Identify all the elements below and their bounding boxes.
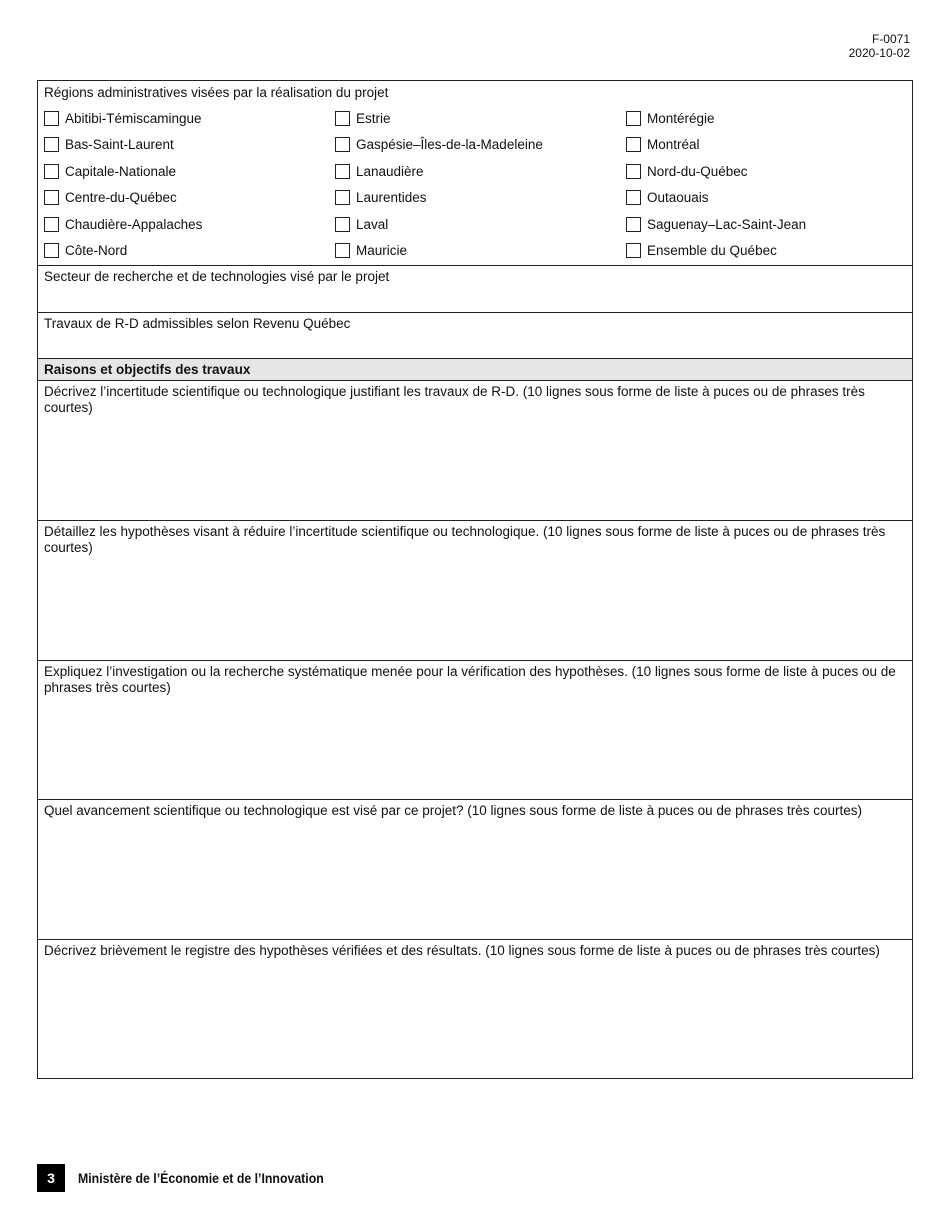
region-checkbox[interactable] [44, 243, 127, 258]
rd-work-label: Travaux de R-D admissibles selon Revenu Québec [44, 316, 351, 331]
sector-label: Secteur de recherche et de technologies visé par le projet [44, 269, 390, 284]
region-label: Abitibi-Témiscamingue [65, 111, 202, 126]
rd-work-field [38, 312, 912, 358]
regions-checkbox-grid [38, 102, 912, 265]
region-checkbox[interactable] [335, 111, 391, 126]
region-label: Laurentides [356, 190, 427, 205]
region-checkbox[interactable] [44, 190, 177, 205]
region-checkbox[interactable] [44, 164, 176, 179]
checkbox-box[interactable] [44, 111, 59, 126]
ministry-name: Ministère de l’Économie et de l’Innovation [78, 1170, 324, 1186]
region-checkbox[interactable] [335, 190, 427, 205]
region-label: Chaudière-Appalaches [65, 217, 203, 232]
checkbox-box[interactable] [626, 137, 641, 152]
form-date: 2020-10-02 [848, 46, 910, 60]
region-checkbox[interactable] [626, 164, 748, 179]
sector-input[interactable] [44, 285, 906, 307]
question-label: Quel avancement scientifique ou technologique est visé par ce projet? (10 lignes sous forme de liste à puces ou de phrases très courtes) [44, 803, 862, 818]
rd-work-input[interactable] [44, 332, 906, 354]
region-checkbox[interactable] [44, 217, 202, 232]
checkbox-box[interactable] [44, 137, 59, 152]
region-checkbox[interactable] [44, 137, 174, 152]
question-label: Décrivez l’incertitude scientifique ou technologique justifiant les travaux de R-D. (10 lignes sous forme de liste à puces ou de phrases très courtes) [44, 384, 865, 415]
checkbox-box[interactable] [335, 111, 350, 126]
region-label: Saguenay–Lac-Saint-Jean [647, 217, 807, 232]
region-label: Bas-Saint-Laurent [65, 137, 174, 152]
checkbox-box[interactable] [626, 217, 641, 232]
region-label: Montréal [647, 137, 700, 152]
question-answer-input[interactable] [44, 416, 906, 512]
section-heading: Raisons et objectifs des travaux [38, 358, 912, 380]
region-checkbox[interactable] [335, 217, 388, 232]
region-label: Gaspésie–Îles-de-la-Madeleine [356, 137, 543, 152]
checkbox-box[interactable] [335, 243, 350, 258]
region-checkbox[interactable] [626, 137, 700, 152]
page-number: 3 [37, 1164, 65, 1192]
question-answer-input[interactable] [44, 819, 906, 931]
checkbox-box[interactable] [626, 243, 641, 258]
region-label: Lanaudière [356, 164, 424, 179]
checkbox-box[interactable] [335, 164, 350, 179]
question-field [38, 520, 912, 660]
question-label: Détaillez les hypothèses visant à réduire l’incertitude scientifique ou technologique. (10 lignes sous forme de liste à puces ou de phrases très courtes) [44, 524, 886, 555]
sector-field [38, 265, 912, 312]
checkbox-box[interactable] [44, 217, 59, 232]
question-field [38, 799, 912, 939]
checkbox-box[interactable] [44, 190, 59, 205]
region-label: Nord-du-Québec [647, 164, 748, 179]
region-label: Montérégie [647, 111, 715, 126]
region-label: Côte-Nord [65, 243, 128, 258]
region-checkbox[interactable] [626, 111, 715, 126]
region-label: Outaouais [647, 190, 709, 205]
region-checkbox[interactable] [335, 137, 543, 152]
checkbox-box[interactable] [335, 190, 350, 205]
region-checkbox[interactable] [335, 243, 407, 258]
form-identifier [849, 32, 910, 60]
form-frame [37, 80, 913, 1079]
region-label: Centre-du-Québec [65, 190, 177, 205]
form-code: F-0071 [871, 32, 910, 46]
region-label: Estrie [356, 111, 391, 126]
question-answer-input[interactable] [44, 556, 906, 652]
page-footer [37, 1164, 357, 1192]
checkbox-box[interactable] [335, 217, 350, 232]
checkbox-box[interactable] [44, 243, 59, 258]
question-label: Décrivez brièvement le registre des hypothèses vérifiées et des résultats. (10 lignes sous forme de liste à puces ou de phrases très courtes) [44, 943, 880, 958]
checkbox-box[interactable] [626, 111, 641, 126]
checkbox-box[interactable] [626, 190, 641, 205]
region-checkbox[interactable] [44, 111, 202, 126]
region-checkbox[interactable] [626, 217, 806, 232]
region-label: Capitale-Nationale [65, 164, 177, 179]
region-label: Laval [356, 217, 389, 232]
question-field [38, 660, 912, 799]
checkbox-box[interactable] [626, 164, 641, 179]
region-label: Ensemble du Québec [647, 243, 777, 258]
question-label: Expliquez l’investigation ou la recherche systématique menée pour la vérification des hypothèses. (10 lignes sous forme de liste à puces ou de phrases très courtes) [44, 664, 896, 695]
region-label: Mauricie [356, 243, 408, 258]
region-checkbox[interactable] [626, 243, 777, 258]
question-answer-input[interactable] [44, 959, 906, 1055]
checkbox-box[interactable] [335, 137, 350, 152]
regions-title: Régions administratives visées par la réalisation du projet [44, 85, 389, 100]
question-field [38, 380, 912, 520]
region-checkbox[interactable] [626, 190, 709, 205]
question-answer-input[interactable] [44, 696, 906, 792]
question-field [38, 939, 912, 1078]
checkbox-box[interactable] [44, 164, 59, 179]
region-checkbox[interactable] [335, 164, 424, 179]
